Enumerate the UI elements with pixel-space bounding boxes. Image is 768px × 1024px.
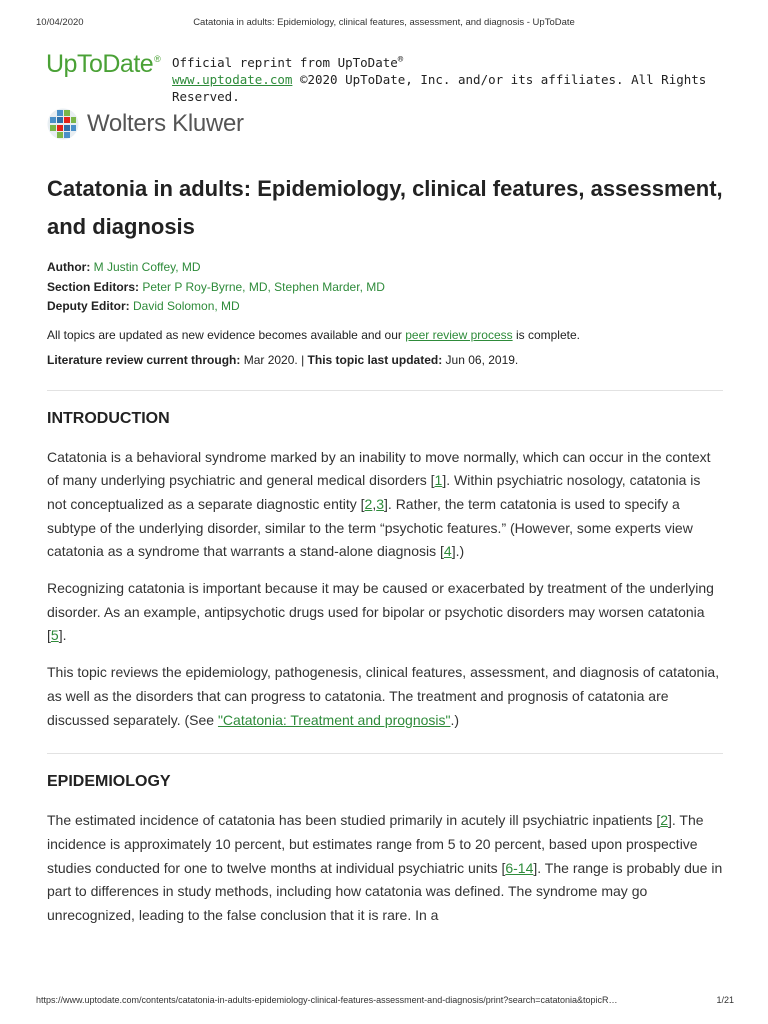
text: ]. bbox=[58, 627, 67, 644]
author-label: Author: bbox=[47, 260, 91, 274]
lit-review-label: Literature review current through: bbox=[47, 352, 241, 367]
text: ]. Rather, the term catatonia is used to specify a subtype of the underlying disorder, similar to the term “psychotic features.” (However, some experts view catatonia as a syndrome that warrants a stand-alone diagnosis [ bbox=[47, 495, 693, 560]
intro-paragraph-3 bbox=[47, 661, 723, 732]
last-updated-value: Jun 06, 2019. bbox=[442, 352, 519, 367]
text: ]. The incidence is approximately 10 percent, but estimates range from 5 to 20 percent, based upon prospective studies conducted for one to twelve months at individual psychiatric units [ bbox=[47, 812, 704, 876]
author-link[interactable]: M Justin Coffey, MD bbox=[93, 260, 201, 274]
text: .) bbox=[450, 711, 460, 728]
wolters-kluwer-logo bbox=[47, 107, 244, 141]
article-title: Catatonia in adults: Epidemiology, clinical features, assessment, and diagnosis bbox=[47, 176, 723, 239]
epidemiology-heading: EPIDEMIOLOGY bbox=[47, 773, 171, 791]
epidemiology-paragraph-1 bbox=[47, 809, 723, 928]
reprint-registered-mark: ® bbox=[397, 55, 404, 65]
intro-paragraph-1 bbox=[47, 446, 723, 565]
lit-review-value: Mar 2020. | bbox=[240, 352, 308, 367]
text: ]. The range is probably due in part to differences in study methods, including how catatonia was defined. The syndrome may go unrecognized, leading to the false conclusion that it is rare. In a bbox=[47, 859, 723, 924]
reference-link-5[interactable]: 5 bbox=[50, 627, 59, 644]
reference-link-1[interactable]: 1 bbox=[434, 472, 443, 489]
deputy-editor-line bbox=[47, 297, 723, 317]
print-url: https://www.uptodate.com/contents/catatonia-in-adults-epidemiology-clinical-features-assessment-and-diagnosis/print?search=catatonia&topicR… bbox=[36, 995, 618, 1005]
uptodate-logo[interactable] bbox=[46, 50, 160, 79]
text: This topic reviews the epidemiology, pathogenesis, clinical features, assessment, and diagnosis of catatonia, as well as the disorders that can progress to catatonia. The treatment and prognosis of catatonia are discussed separately. (See bbox=[47, 664, 720, 728]
print-page-title: Catatonia in adults: Epidemiology, clinical features, assessment, and diagnosis - UpToDate bbox=[193, 17, 575, 28]
section-editors-line bbox=[47, 278, 723, 298]
text: The estimated incidence of catatonia has been studied primarily in acutely ill psychiatric inpatients [ bbox=[47, 812, 661, 829]
reference-link-3[interactable]: 3 bbox=[376, 495, 385, 512]
last-updated-label: This topic last updated: bbox=[307, 352, 443, 367]
section-divider bbox=[47, 753, 723, 754]
wolters-kluwer-wordmark: Wolters Kluwer bbox=[87, 110, 244, 137]
copyright-text: ©2020 UpToDate, Inc. and/or its affiliates. All Rights Reserved. bbox=[172, 72, 707, 105]
article-content bbox=[47, 170, 723, 928]
page-number: 1/21 bbox=[716, 995, 734, 1005]
section-editors-link[interactable]: Peter P Roy-Byrne, MD, Stephen Marder, MD bbox=[142, 279, 385, 294]
registered-mark: ® bbox=[154, 54, 161, 64]
introduction-heading: INTRODUCTION bbox=[47, 409, 170, 427]
uptodate-logo-text: UpToDate bbox=[46, 50, 154, 78]
deputy-editor-label: Deputy Editor: bbox=[47, 299, 130, 313]
text: Catatonia is a behavioral syndrome marked by an inability to move normally, which can occur in the context of many underlying psychiatric and general medical disorders [ bbox=[47, 448, 711, 489]
reference-link-2[interactable]: 2 bbox=[364, 495, 373, 512]
reprint-notice bbox=[172, 52, 768, 105]
section-editors-label: Section Editors: bbox=[47, 279, 140, 294]
uptodate-url-link[interactable]: www.uptodate.com bbox=[172, 72, 293, 88]
text: ]. Within psychiatric nosology, catatonia is not conceptualized as a separate diagnostic entity [ bbox=[47, 472, 701, 512]
intro-paragraph-2 bbox=[47, 577, 723, 648]
section-divider bbox=[47, 390, 723, 391]
reprint-line: Official reprint from UpToDate bbox=[172, 55, 398, 71]
text: Recognizing catatonia is important because it may be caused or exacerbated by treatment of the underlying disorder. As an example, antipsychotic drugs used for bipolar or psychotic disorders may worsen catatonia [ bbox=[47, 580, 714, 644]
review-dates bbox=[47, 352, 723, 368]
text: ].) bbox=[451, 543, 465, 560]
reference-link-6-14[interactable]: 6-14 bbox=[505, 859, 534, 876]
text: , bbox=[372, 495, 377, 512]
author-line bbox=[47, 258, 723, 278]
update-policy-note bbox=[47, 327, 723, 343]
update-note-end: is complete. bbox=[512, 327, 580, 342]
reference-link-4[interactable]: 4 bbox=[443, 543, 452, 560]
treatment-prognosis-link[interactable]: "Catatonia: Treatment and prognosis" bbox=[217, 711, 451, 728]
print-date: 10/04/2020 bbox=[36, 17, 84, 28]
peer-review-link[interactable]: peer review process bbox=[405, 327, 513, 342]
deputy-editor-link[interactable]: David Solomon, MD bbox=[133, 299, 240, 313]
update-note-text: All topics are updated as new evidence becomes available and our bbox=[47, 327, 406, 342]
reference-link-2[interactable]: 2 bbox=[660, 812, 669, 829]
wolters-kluwer-globe-icon bbox=[47, 108, 79, 140]
